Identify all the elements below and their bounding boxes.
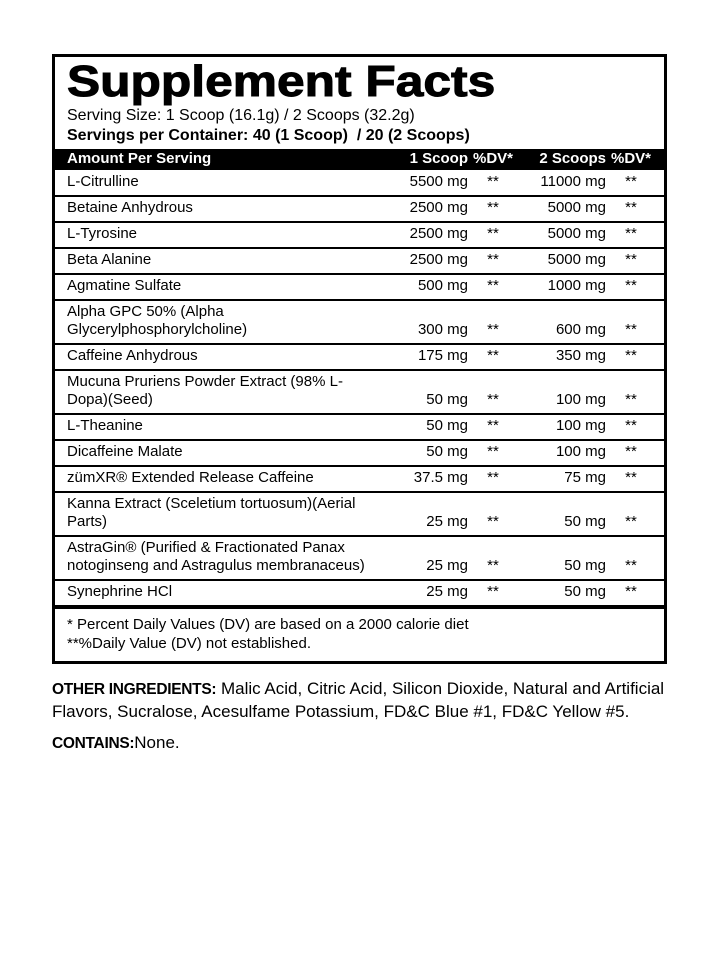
ingredient-row — [55, 579, 664, 605]
ingredient-name: AstraGin® (Purified & Fractionated Panax notoginseng and Astragulus membranaceus) — [67, 539, 365, 574]
amount-1-scoop: 25 mg — [426, 557, 468, 574]
ingredient-row — [55, 343, 664, 369]
ingredient-row — [55, 413, 664, 439]
ingredient-row — [55, 170, 664, 195]
dv-1-scoop: ** — [487, 391, 499, 408]
amount-2-scoops: 50 mg — [564, 557, 606, 574]
amount-1-scoop: 2500 mg — [409, 199, 468, 216]
ingredient-name: Agmatine Sulfate — [67, 277, 182, 294]
ingredient-name: Kanna Extract (Sceletium tortuosum)(Aerial Parts) — [67, 495, 356, 530]
ingredient-row — [55, 195, 664, 221]
ingredient-name: Caffeine Anhydrous — [67, 347, 198, 364]
amount-1-scoop: 175 mg — [417, 347, 468, 364]
ingredient-row — [55, 299, 664, 343]
dv-1-scoop: ** — [487, 583, 499, 600]
ingredient-name: Alpha GPC 50% (Alpha Glycerylphosphorylcholine) — [67, 303, 248, 338]
dv-2-scoops: ** — [625, 469, 637, 486]
ingredient-name: Synephrine HCl — [67, 583, 173, 600]
ingredient-row — [55, 535, 664, 579]
amount-2-scoops: 100 mg — [555, 391, 606, 408]
dv-1-scoop: ** — [487, 443, 499, 460]
amount-1-scoop: 2500 mg — [409, 225, 468, 242]
dv-1-scoop: ** — [487, 173, 499, 190]
amount-2-scoops: 75 mg — [564, 469, 606, 486]
dv-1-scoop: ** — [487, 347, 499, 364]
contains-paragraph — [52, 732, 676, 755]
ingredient-name: L-Tyrosine — [67, 225, 138, 242]
dv-1-scoop: ** — [487, 277, 499, 294]
amount-2-scoops: 50 mg — [564, 583, 606, 600]
ingredient-name: L-Citrulline — [67, 173, 139, 190]
dv-1-scoop: ** — [487, 513, 499, 530]
dv-2-scoops: ** — [625, 225, 637, 242]
contains-text: None. — [134, 733, 180, 752]
amount-1-scoop: 2500 mg — [409, 251, 468, 268]
footnote-dv-not-established: **%Daily Value (DV) not established. — [67, 635, 312, 652]
amount-1-scoop: 50 mg — [426, 417, 468, 434]
header-1-scoop: 1 Scoop — [409, 150, 468, 167]
dv-2-scoops: ** — [625, 199, 637, 216]
servings-per-container: Servings per Container: 40 (1 Scoop) / 20 (2 Scoops) — [67, 127, 470, 144]
ingredient-row — [55, 273, 664, 299]
amount-2-scoops: 100 mg — [555, 443, 606, 460]
dv-1-scoop: ** — [487, 321, 499, 338]
supplement-facts-panel — [52, 54, 667, 664]
dv-2-scoops: ** — [625, 347, 637, 364]
amount-1-scoop: 37.5 mg — [413, 469, 468, 486]
footnote-dv-basis: * Percent Daily Values (DV) are based on a 2000 calorie diet — [67, 616, 469, 633]
dv-2-scoops: ** — [625, 173, 637, 190]
ingredient-name: zümXR® Extended Release Caffeine — [67, 469, 314, 486]
amount-2-scoops: 5000 mg — [547, 251, 606, 268]
ingredient-name: Mucuna Pruriens Powder Extract (98% L-Dopa)(Seed) — [67, 373, 343, 408]
table-header-row — [55, 149, 664, 170]
dv-1-scoop: ** — [487, 251, 499, 268]
amount-1-scoop: 5500 mg — [409, 173, 468, 190]
ingredient-table — [55, 170, 664, 605]
footnotes — [55, 605, 664, 661]
ingredient-row — [55, 247, 664, 273]
dv-2-scoops: ** — [625, 583, 637, 600]
dv-1-scoop: ** — [487, 225, 499, 242]
ingredient-name: Betaine Anhydrous — [67, 199, 193, 216]
dv-2-scoops: ** — [625, 391, 637, 408]
amount-1-scoop: 500 mg — [417, 277, 468, 294]
panel-title: Supplement Facts — [67, 57, 496, 106]
amount-1-scoop: 300 mg — [417, 321, 468, 338]
amount-2-scoops: 5000 mg — [547, 225, 606, 242]
header-dv-2: %DV* — [610, 150, 651, 167]
header-2-scoops: 2 Scoops — [539, 150, 606, 167]
other-ingredients-text: Malic Acid, Citric Acid, Silicon Dioxide, Natural and Artificial Flavors, Sucralose, Acesulfame Potassium, FD&C Blue #1, FD&C Yellow #5. — [52, 679, 665, 721]
dv-2-scoops: ** — [625, 277, 637, 294]
amount-1-scoop: 50 mg — [426, 391, 468, 408]
amount-1-scoop: 50 mg — [426, 443, 468, 460]
ingredient-row — [55, 491, 664, 535]
amount-2-scoops: 100 mg — [555, 417, 606, 434]
serving-size: Serving Size: 1 Scoop (16.1g) / 2 Scoops (32.2g) — [67, 107, 415, 124]
amount-2-scoops: 50 mg — [564, 513, 606, 530]
other-ingredients-label: OTHER INGREDIENTS: — [52, 681, 217, 698]
dv-2-scoops: ** — [625, 557, 637, 574]
ingredient-row — [55, 369, 664, 413]
amount-2-scoops: 600 mg — [555, 321, 606, 338]
ingredient-name: Dicaffeine Malate — [67, 443, 183, 460]
dv-1-scoop: ** — [487, 469, 499, 486]
amount-1-scoop: 25 mg — [426, 583, 468, 600]
amount-2-scoops: 5000 mg — [547, 199, 606, 216]
dv-2-scoops: ** — [625, 251, 637, 268]
dv-2-scoops: ** — [625, 513, 637, 530]
contains-label: CONTAINS: — [52, 735, 135, 752]
ingredient-name: Beta Alanine — [67, 251, 152, 268]
amount-2-scoops: 1000 mg — [547, 277, 606, 294]
dv-2-scoops: ** — [625, 417, 637, 434]
dv-1-scoop: ** — [487, 557, 499, 574]
other-ingredients-paragraph — [52, 678, 676, 723]
amount-2-scoops: 350 mg — [555, 347, 606, 364]
dv-1-scoop: ** — [487, 199, 499, 216]
ingredient-row — [55, 465, 664, 491]
header-dv-1: %DV* — [472, 150, 513, 167]
ingredient-name: L-Theanine — [67, 417, 143, 434]
dv-2-scoops: ** — [625, 321, 637, 338]
dv-1-scoop: ** — [487, 417, 499, 434]
ingredient-row — [55, 221, 664, 247]
header-amount-per-serving: Amount Per Serving — [67, 150, 212, 167]
dv-2-scoops: ** — [625, 443, 637, 460]
amount-1-scoop: 25 mg — [426, 513, 468, 530]
ingredient-row — [55, 439, 664, 465]
amount-2-scoops: 11000 mg — [540, 173, 606, 190]
